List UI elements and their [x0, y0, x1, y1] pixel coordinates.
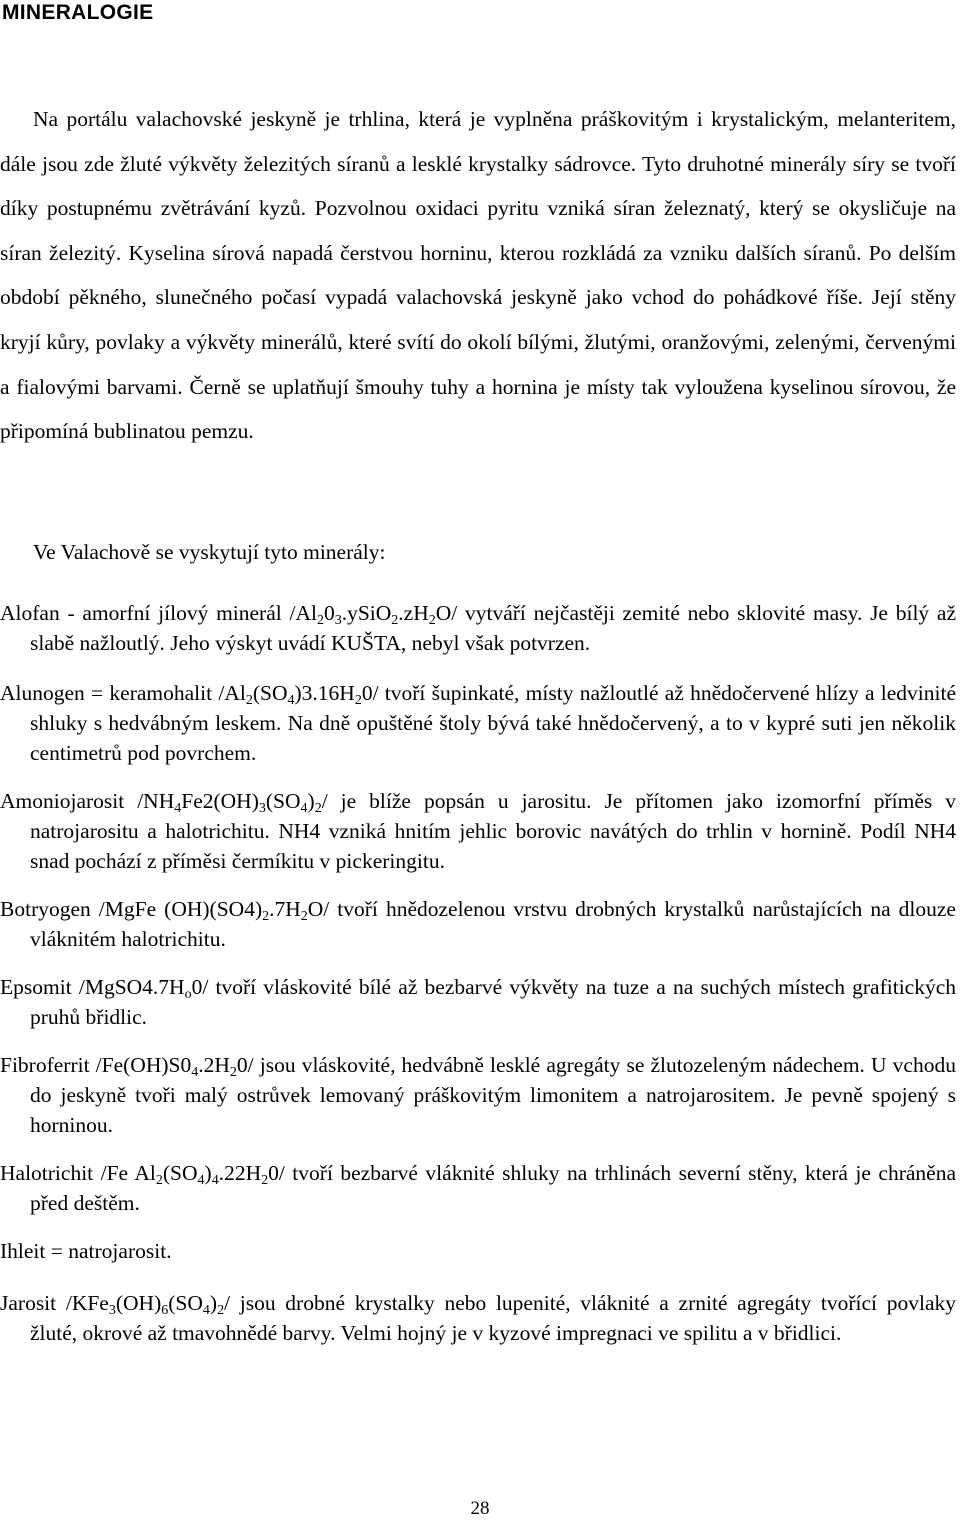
page-number: 28: [470, 1498, 490, 1519]
intro-paragraph: [0, 97, 956, 454]
mineral-entry-botryogen: [0, 894, 956, 954]
formula-text: O/: [307, 897, 330, 921]
mineral-formula: [0, 1239, 172, 1263]
mineral-description: tvoří šupinkaté, místy nažloutlé až hnědočervené hlízy a ledvinité shluky s hedvábným leskem. Na dně opuštěné štoly bývá také hnědočervený, a to v kypré suti jen několik centimetrů pod povrchem.: [30, 681, 957, 765]
page-title: MINERALOGIE: [2, 1, 154, 24]
formula-text: ): [204, 1161, 212, 1185]
formula-text: .zH: [398, 601, 429, 625]
mineral-formula: [0, 1291, 231, 1318]
formula-text: ): [209, 1291, 218, 1315]
mineral-entry-jarosit: [0, 1288, 956, 1348]
mineral-formula: [0, 897, 330, 924]
formula-text: Alunogen = keramohalit /Al: [0, 681, 246, 705]
mineral-formula: [0, 975, 209, 1002]
formula-subscript: 2: [217, 1303, 225, 1318]
formula-text: Fe2(OH): [181, 789, 259, 813]
formula-text: Amoniojarosit /NH: [0, 789, 175, 813]
mineral-entry-halotrichit: [0, 1158, 956, 1218]
formula-text: 0/: [191, 975, 209, 999]
formula-subscript: 2: [316, 613, 324, 628]
formula-text: .22H: [218, 1161, 262, 1185]
mineral-formula: [0, 1053, 254, 1080]
formula-text: Alofan - amorfní jílový minerál /Al: [0, 601, 317, 625]
mineral-description: tvoří vláskovité bílé až bezbarvé výkvěty na tuze a na suchých místech grafitických pruhů břidlic.: [30, 975, 957, 1029]
formula-text: )3.16H: [294, 681, 355, 705]
formula-text: Epsomit /MgSO4.7H: [0, 975, 185, 999]
formula-subscript: 4: [197, 1173, 205, 1188]
formula-subscript: 3: [334, 613, 342, 628]
formula-text: (SO: [162, 1161, 198, 1185]
formula-subscript: 2: [229, 1065, 237, 1080]
formula-subscript: 2: [391, 613, 399, 628]
mineral-description: tvoří bezbarvé vláknité shluky na trhlinách severní stěny, která je chráněna před deštěm.: [30, 1161, 956, 1215]
formula-text: .ySiO: [341, 601, 392, 625]
formula-subscript: o: [184, 987, 192, 1002]
formula-subscript: 3: [258, 801, 266, 816]
formula-subscript: 2: [245, 693, 253, 708]
mineral-entry-epsomit: [0, 972, 956, 1032]
formula-text: Halotrichit /Fe Al: [0, 1161, 156, 1185]
formula-text: Jarosit /KFe: [0, 1291, 109, 1315]
mineral-entry-ihleit: [0, 1236, 956, 1266]
formula-subscript: 4: [191, 1065, 199, 1080]
mineral-formula: [0, 789, 328, 816]
formula-text: /: [321, 789, 328, 813]
formula-subscript: 2: [354, 693, 362, 708]
formula-text: 0/: [268, 1161, 285, 1185]
formula-text: /: [224, 1291, 231, 1315]
mineral-description: jsou vláskovité, hedvábně lesklé agregáty se žlutozeleným nádechem. U vchodu do jeskyně tvoři malý ostrůvek lemovaný práškovitým limonitem a natrojarositem. Je pevně spojený s horninou.: [30, 1053, 956, 1137]
mineral-formula: [0, 601, 458, 628]
mineral-entry-alofan: [0, 598, 956, 658]
formula-text: .2H: [198, 1053, 230, 1077]
formula-text: (OH): [115, 1291, 162, 1315]
formula-text: 0/: [361, 681, 379, 705]
intro-paragraph-text: Na portálu valachovské jeskyně je trhlina, která je vyplněna práškovitým i krystalickým, melanteritem, dále jsou zde žluté výkvěty železitých síranů a lesklé krystalky sádrovce. Tyto druhotné minerály síry se tvoří díky postupnému zvětrávání kyzů. Pozvolnou oxidaci pyritu vzniká síran železnatý, který se okysličuje na síran železitý. Kyselina sírová napadá čerstvou horninu, kterou rozkládá za vzniku dalších síranů. Po delším období pěkného, slunečného počasí vypadá valachovská jeskyně jako vchod do pohádkové říše. Její stěny kryjí kůry, povlaky a výkvěty minerálů, které svítí do okolí bílými, žlutými, oranžovými, zelenými, červenými a fialovými barvami. Černě se uplatňují šmouhy tuhy a hornina je místy tak vyloužena kyselinou sírovou, že připomíná bublinatou pemzu.: [0, 107, 956, 444]
formula-text: Ihleit = natrojarosit.: [0, 1239, 172, 1263]
formula-subscript: 2: [155, 1173, 163, 1188]
mineral-description: tvoří hnědozelenou vrstvu drobných krystalků narůstajících na dlouze vláknitém halotrichitu.: [30, 897, 956, 951]
formula-text: Fibroferrit /Fe(OH)S0: [0, 1053, 192, 1077]
formula-subscript: 2: [314, 801, 322, 816]
formula-text: 0: [323, 601, 335, 625]
formula-subscript: 2: [300, 909, 308, 924]
mineral-description: jsou drobné krystalky nebo lupenité, vláknité a zrnité agregáty tvořící povlaky žluté, okrové až tmavohnědé barvy. Velmi hojný je v kyzové impregnaci ve spilitu a v břidlici.: [30, 1291, 957, 1345]
mineral-formula: [0, 1161, 285, 1188]
formula-subscript: 4: [287, 693, 295, 708]
mineral-entry-fibroferrit: [0, 1050, 956, 1140]
formula-subscript: 2: [428, 613, 436, 628]
formula-text: (SO: [168, 1291, 203, 1315]
mineral-formula: [0, 681, 379, 708]
formula-text: .7H: [269, 897, 301, 921]
formula-subscript: 4: [174, 801, 182, 816]
formula-text: O/: [435, 601, 458, 625]
formula-subscript: 3: [108, 1303, 116, 1318]
formula-subscript: 6: [161, 1303, 169, 1318]
formula-text: ): [307, 789, 315, 813]
formula-text: Botryogen /MgFe (OH)(SO4): [0, 897, 263, 921]
formula-subscript: 2: [262, 909, 270, 924]
formula-subscript: 4: [202, 1303, 210, 1318]
mineral-entry-alunogen: [0, 678, 956, 768]
minerals-intro: Ve Valachově se vyskytují tyto minerály:: [33, 540, 386, 564]
formula-text: (SO: [252, 681, 288, 705]
formula-text: 0/: [236, 1053, 254, 1077]
mineral-description: je blíže popsán u jarositu. Je přítomen jako izomorfní příměs v natrojarositu a halotrichitu. NH4 vzniká hnitím jehlic borovic navátých do trhlin v hornině. Podíl NH4 snad pochází z příměsi čermíkitu v pickeringitu.: [30, 789, 956, 873]
formula-text: (SO: [265, 789, 301, 813]
mineral-description: vytváří nejčastěji zemité nebo sklovité masy. Je bílý až slabě nažloutlý. Jeho výskyt uvádí KUŠTA, nebyl však potvrzen.: [30, 601, 956, 655]
formula-subscript: 4: [300, 801, 308, 816]
formula-subscript: 4: [211, 1173, 219, 1188]
mineral-entry-amoniojarosit: [0, 786, 956, 876]
formula-subscript: 2: [261, 1173, 269, 1188]
